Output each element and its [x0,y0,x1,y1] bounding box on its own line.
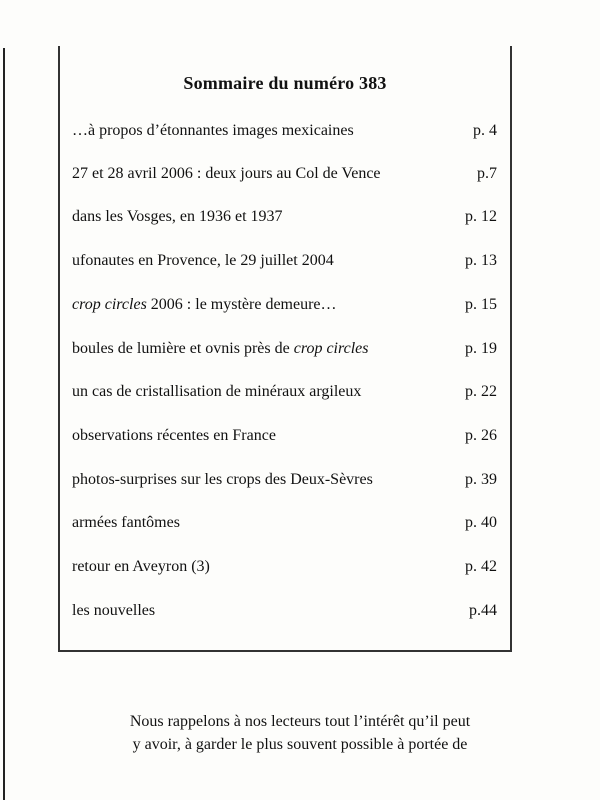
toc-entry-label: les nouvelles [72,602,156,619]
toc-entry-page: p. 13 [465,252,497,269]
toc-entry [72,468,497,492]
toc-entry-label: observations récentes en France [72,427,276,444]
toc-entry-page: p. 26 [465,427,497,444]
toc-entry [72,555,497,579]
toc-entry-label: …à propos d’étonnantes images mexicaines [72,122,354,139]
toc-entry-page: p. 22 [465,383,497,400]
toc-entry-label: un cas de cristallisation de minéraux argileux [72,383,362,400]
toc-entry-label: retour en Aveyron (3) [72,558,210,575]
toc-entry-label-italic: crop circles [72,296,147,313]
toc-entry-page: p. 39 [465,471,497,488]
toc-entry-page: p.7 [477,165,497,182]
table-of-contents-box [58,46,512,652]
toc-entry-label-italic: crop circles [293,340,369,357]
toc-entry-page: p. 15 [465,296,497,313]
toc-entry [72,424,497,448]
toc-entry-label: 27 et 28 avril 2006 : deux jours au Col de Vence [72,165,381,182]
toc-entry-page: p. 40 [465,514,497,531]
toc-entry-page: p. 19 [465,340,497,357]
toc-entry [72,119,497,143]
toc-entry-label [72,293,337,317]
toc-entry [72,511,497,535]
toc-entry-label [72,337,369,361]
toc-entry-label: ufonautes en Provence, le 29 juillet 2004 [72,252,334,269]
toc-entry [72,205,497,229]
footer-paragraph-line: Nous rappelons à nos lecteurs tout l’intérêt qu’il peut [129,713,471,730]
toc-entry-label: dans les Vosges, en 1936 et 1937 [72,208,283,225]
toc-entry [72,249,497,273]
toc-entry [72,162,497,186]
toc-entry [72,293,497,317]
toc-entry [72,599,497,623]
toc-entry-page: p. 12 [465,208,497,225]
toc-entry-page: p. 42 [465,558,497,575]
footer-paragraph-line: y avoir, à garder le plus souvent possible à portée de [132,736,468,753]
toc-entry-label-pre: boules de lumière et ovnis près de [72,340,294,357]
toc-entry-label-rest: 2006 : le mystère demeure… [146,296,337,313]
toc-entry-page: p.44 [469,602,497,619]
toc-title: Sommaire du numéro 383 [183,73,387,93]
toc-entry-label: photos-surprises sur les crops des Deux-Sèvres [72,471,373,488]
toc-entry [72,337,497,361]
left-margin-rule [3,48,5,800]
toc-entry-label: armées fantômes [72,514,180,531]
toc-entry-page: p. 4 [473,122,497,139]
toc-entry [72,380,497,404]
